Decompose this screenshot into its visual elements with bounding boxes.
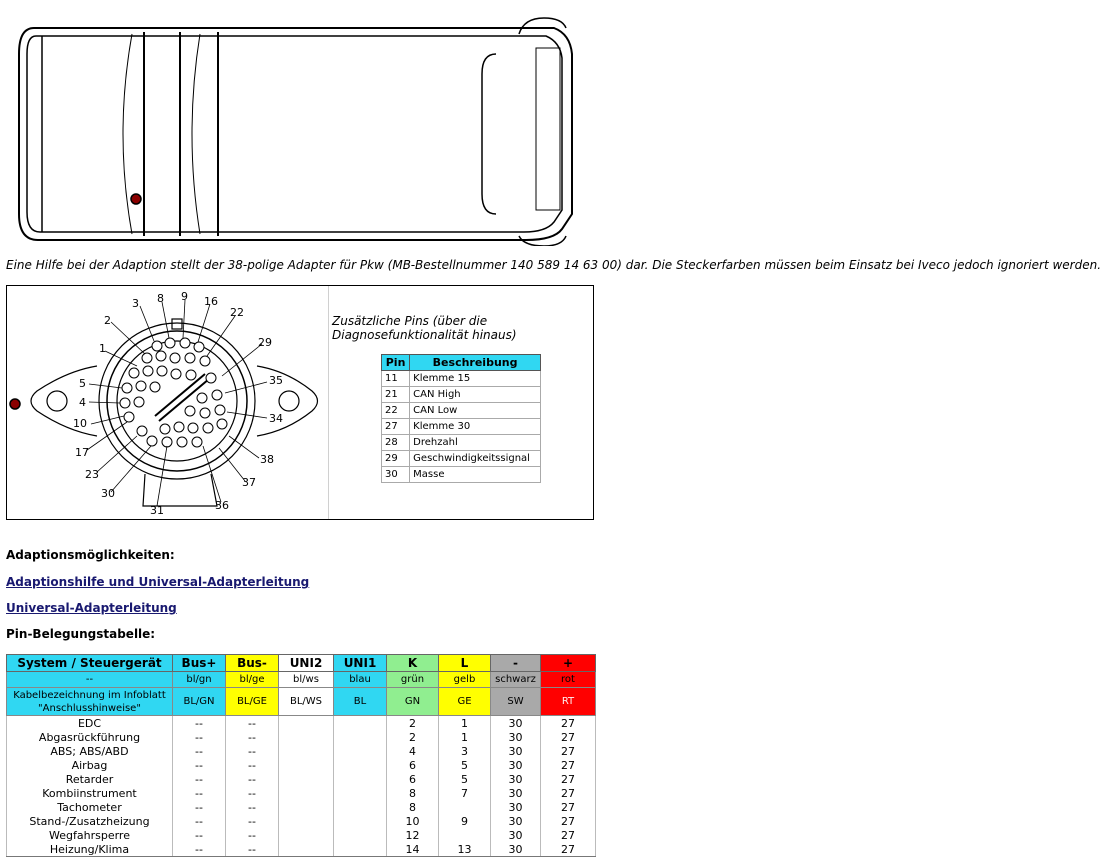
pin-value-cell: 30 (491, 814, 541, 828)
wire-color-cell: bl/gn (173, 672, 226, 688)
pin-value-cell: 30 (491, 730, 541, 744)
table-row (7, 800, 596, 814)
pin-value-cell: 6 (387, 772, 439, 786)
pin-description-cell: CAN Low (410, 403, 541, 419)
table-row (7, 730, 596, 744)
wire-code-cell: BL (334, 688, 387, 716)
pin-number-cell: 28 (382, 435, 410, 451)
vehicle-top-view (14, 14, 584, 246)
universal-adapter-link[interactable]: Universal-Adapterleitung (6, 601, 177, 615)
pin-value-cell (279, 842, 334, 857)
pin-value-cell (334, 814, 387, 828)
pin-label: 17 (75, 446, 89, 459)
pin-value-cell: -- (226, 786, 279, 800)
wire-color-cell: bl/ws (279, 672, 334, 688)
pin-value-cell (334, 716, 387, 731)
table-row (7, 786, 596, 800)
pin-value-cell: -- (173, 814, 226, 828)
pin-label: 38 (260, 453, 274, 466)
pin-value-cell: 12 (387, 828, 439, 842)
pin-value-cell: 5 (439, 758, 491, 772)
pin-value-cell: -- (173, 758, 226, 772)
pin-value-cell: 27 (541, 730, 596, 744)
pin-value-cell: -- (173, 730, 226, 744)
pin-label: 31 (150, 504, 164, 517)
pin-value-cell: 27 (541, 772, 596, 786)
pin-value-cell: 3 (439, 744, 491, 758)
pin-value-cell (334, 744, 387, 758)
system-name-cell: Kombiinstrument (7, 786, 173, 800)
wire-color-cell: blau (334, 672, 387, 688)
system-name-cell: Tachometer (7, 800, 173, 814)
col-minus: - (491, 655, 541, 672)
pin-value-cell: 27 (541, 800, 596, 814)
pin-value-cell (439, 828, 491, 842)
pin-value-cell (334, 730, 387, 744)
pin-value-cell: 27 (541, 814, 596, 828)
pin-label: 23 (85, 468, 99, 481)
pin-label: 10 (73, 417, 87, 430)
pin-value-cell: 27 (541, 828, 596, 842)
pin-value-cell: -- (226, 842, 279, 857)
pin-row (382, 403, 541, 419)
pin-number-cell: 11 (382, 371, 410, 387)
col-uni1: UNI1 (334, 655, 387, 672)
pin-value-cell (334, 758, 387, 772)
pin-assignment-table (6, 654, 596, 857)
pin-value-cell (279, 772, 334, 786)
panel-divider (328, 286, 329, 519)
pin-value-cell: -- (173, 828, 226, 842)
pin-number-cell: 27 (382, 419, 410, 435)
wire-code-row (7, 688, 596, 716)
pin-label: 36 (215, 499, 229, 512)
pin-value-cell (279, 786, 334, 800)
pin-value-cell (279, 800, 334, 814)
connector-diagram (7, 286, 328, 519)
wire-code-cell: GN (387, 688, 439, 716)
pin-description-cell: Masse (410, 467, 541, 483)
wire-code-cell: BL/WS (279, 688, 334, 716)
pin-value-cell: -- (173, 716, 226, 731)
pin-value-cell: 27 (541, 786, 596, 800)
wire-code-cell: BL/GN (173, 688, 226, 716)
col-k: K (387, 655, 439, 672)
pin-value-cell (279, 758, 334, 772)
adapter-caption: Eine Hilfe bei der Adaption stellt der 38-polige Adapter für Pkw (MB-Bestellnummer 140 589 14 63 00) dar. Die Steckerfarben müssen beim Einsatz bei Iveco jedoch ignoriert werden. (6, 258, 1102, 272)
wire-color-cell: schwarz (491, 672, 541, 688)
table-row (7, 828, 596, 842)
table-row (7, 814, 596, 828)
table-row (7, 744, 596, 758)
description-column-header: Beschreibung (410, 355, 541, 371)
pin-label: 34 (269, 412, 283, 425)
wire-color-cell: grün (387, 672, 439, 688)
pin-label: 8 (157, 292, 164, 305)
pin-column-header: Pin (382, 355, 410, 371)
diagnostic-port-marker (131, 194, 141, 204)
pin-value-cell (334, 772, 387, 786)
system-name-cell: Heizung/Klima (7, 842, 173, 857)
pin-value-cell: 30 (491, 786, 541, 800)
col-plus: + (541, 655, 596, 672)
table-row (7, 716, 596, 731)
pin-description-cell: Klemme 15 (410, 371, 541, 387)
pin-value-cell: 27 (541, 842, 596, 857)
pin-value-cell: 30 (491, 758, 541, 772)
pin-label: 22 (230, 306, 244, 319)
wire-color-cell: -- (7, 672, 173, 688)
system-name-cell: Abgasrückführung (7, 730, 173, 744)
adaption-help-link[interactable]: Adaptionshilfe und Universal-Adapterleitung (6, 575, 310, 589)
wire-code-cell: BL/GE (226, 688, 279, 716)
pin-label: 4 (79, 396, 86, 409)
pin-value-cell: -- (226, 828, 279, 842)
pin-description-cell: Geschwindigkeitssignal (410, 451, 541, 467)
pin-value-cell: 6 (387, 758, 439, 772)
pin-row (382, 435, 541, 451)
connector-pin-holes (120, 338, 227, 447)
pin-number-cell: 30 (382, 467, 410, 483)
pin-value-cell (279, 744, 334, 758)
connector-panel (6, 285, 594, 520)
pin-label: 35 (269, 374, 283, 387)
pin-value-cell: 10 (387, 814, 439, 828)
table-row (7, 758, 596, 772)
pin-value-cell: 30 (491, 800, 541, 814)
pin-number-cell: 29 (382, 451, 410, 467)
pin-value-cell: 7 (439, 786, 491, 800)
wire-color-cell: rot (541, 672, 596, 688)
pin-value-cell: -- (173, 842, 226, 857)
pin-row (382, 371, 541, 387)
pin-value-cell (334, 828, 387, 842)
pin-value-cell (334, 800, 387, 814)
pin-value-cell: 9 (439, 814, 491, 828)
pin-label: 5 (79, 377, 86, 390)
pin-value-cell: 1 (439, 730, 491, 744)
pin-label: 29 (258, 336, 272, 349)
pin-row (382, 419, 541, 435)
pin-value-cell: 30 (491, 716, 541, 731)
pin-label: 9 (181, 290, 188, 303)
system-name-cell: Stand-/Zusatzheizung (7, 814, 173, 828)
pin-number-cell: 22 (382, 403, 410, 419)
pin-value-cell: 27 (541, 744, 596, 758)
pin-row (382, 467, 541, 483)
pin-description-cell: Klemme 30 (410, 419, 541, 435)
wire-code-cell: Kabelbezeichnung im Infoblatt "Anschlusshinweise" (7, 688, 173, 716)
col-bus-minus: Bus- (226, 655, 279, 672)
pin-value-cell: -- (226, 730, 279, 744)
diagnostic-port-marker (10, 399, 20, 409)
col-l: L (439, 655, 491, 672)
pin-table-heading: Pin-Belegungstabelle: (6, 627, 156, 641)
wire-color-cell: bl/ge (226, 672, 279, 688)
pin-value-cell: 4 (387, 744, 439, 758)
pin-label: 3 (132, 297, 139, 310)
pin-value-cell: -- (173, 800, 226, 814)
system-name-cell: Wegfahrsperre (7, 828, 173, 842)
system-name-cell: Airbag (7, 758, 173, 772)
wire-color-row (7, 672, 596, 688)
pin-value-cell: -- (226, 800, 279, 814)
pin-value-cell: 30 (491, 744, 541, 758)
system-name-cell: Retarder (7, 772, 173, 786)
pin-value-cell: 30 (491, 772, 541, 786)
pin-value-cell: 2 (387, 730, 439, 744)
pin-value-cell (334, 786, 387, 800)
extra-pins-title: Zusätzliche Pins (über die Diagnosefunktionalität hinaus) (332, 314, 517, 342)
col-system: System / Steuergerät (7, 655, 173, 672)
wire-code-cell: RT (541, 688, 596, 716)
pin-value-cell: 8 (387, 800, 439, 814)
extra-pins-table (381, 354, 541, 483)
wire-code-cell: GE (439, 688, 491, 716)
pin-value-cell: -- (226, 744, 279, 758)
table-header-row (7, 655, 596, 672)
pin-value-cell (439, 800, 491, 814)
pin-label: 2 (104, 314, 111, 327)
adaption-heading: Adaptionsmöglichkeiten: (6, 548, 175, 562)
col-uni2: UNI2 (279, 655, 334, 672)
pin-label: 16 (204, 295, 218, 308)
pin-value-cell: 1 (439, 716, 491, 731)
pin-value-cell (279, 730, 334, 744)
pin-value-cell (279, 716, 334, 731)
pin-value-cell: -- (173, 744, 226, 758)
pin-value-cell: 30 (491, 842, 541, 857)
system-name-cell: EDC (7, 716, 173, 731)
pin-value-cell: 13 (439, 842, 491, 857)
pin-label: 37 (242, 476, 256, 489)
wire-color-cell: gelb (439, 672, 491, 688)
wire-code-cell: SW (491, 688, 541, 716)
pin-value-cell: 27 (541, 716, 596, 731)
pin-value-cell (279, 814, 334, 828)
pin-value-cell: -- (226, 716, 279, 731)
pin-value-cell (279, 828, 334, 842)
col-bus-plus: Bus+ (173, 655, 226, 672)
pin-value-cell: 30 (491, 828, 541, 842)
pin-value-cell: -- (226, 772, 279, 786)
pin-value-cell: 5 (439, 772, 491, 786)
pin-row (382, 387, 541, 403)
pin-value-cell: 14 (387, 842, 439, 857)
pin-label: 1 (99, 342, 106, 355)
table-row (7, 772, 596, 786)
system-name-cell: ABS; ABS/ABD (7, 744, 173, 758)
pin-label: 30 (101, 487, 115, 500)
pin-value-cell (334, 842, 387, 857)
pin-value-cell: 27 (541, 758, 596, 772)
pin-row (382, 451, 541, 467)
pin-value-cell: 8 (387, 786, 439, 800)
pin-value-cell: -- (173, 786, 226, 800)
pin-number-cell: 21 (382, 387, 410, 403)
pin-value-cell: 2 (387, 716, 439, 731)
pin-description-cell: CAN High (410, 387, 541, 403)
pin-value-cell: -- (226, 814, 279, 828)
pin-value-cell: -- (173, 772, 226, 786)
table-row (7, 842, 596, 857)
pin-value-cell: -- (226, 758, 279, 772)
pin-description-cell: Drehzahl (410, 435, 541, 451)
